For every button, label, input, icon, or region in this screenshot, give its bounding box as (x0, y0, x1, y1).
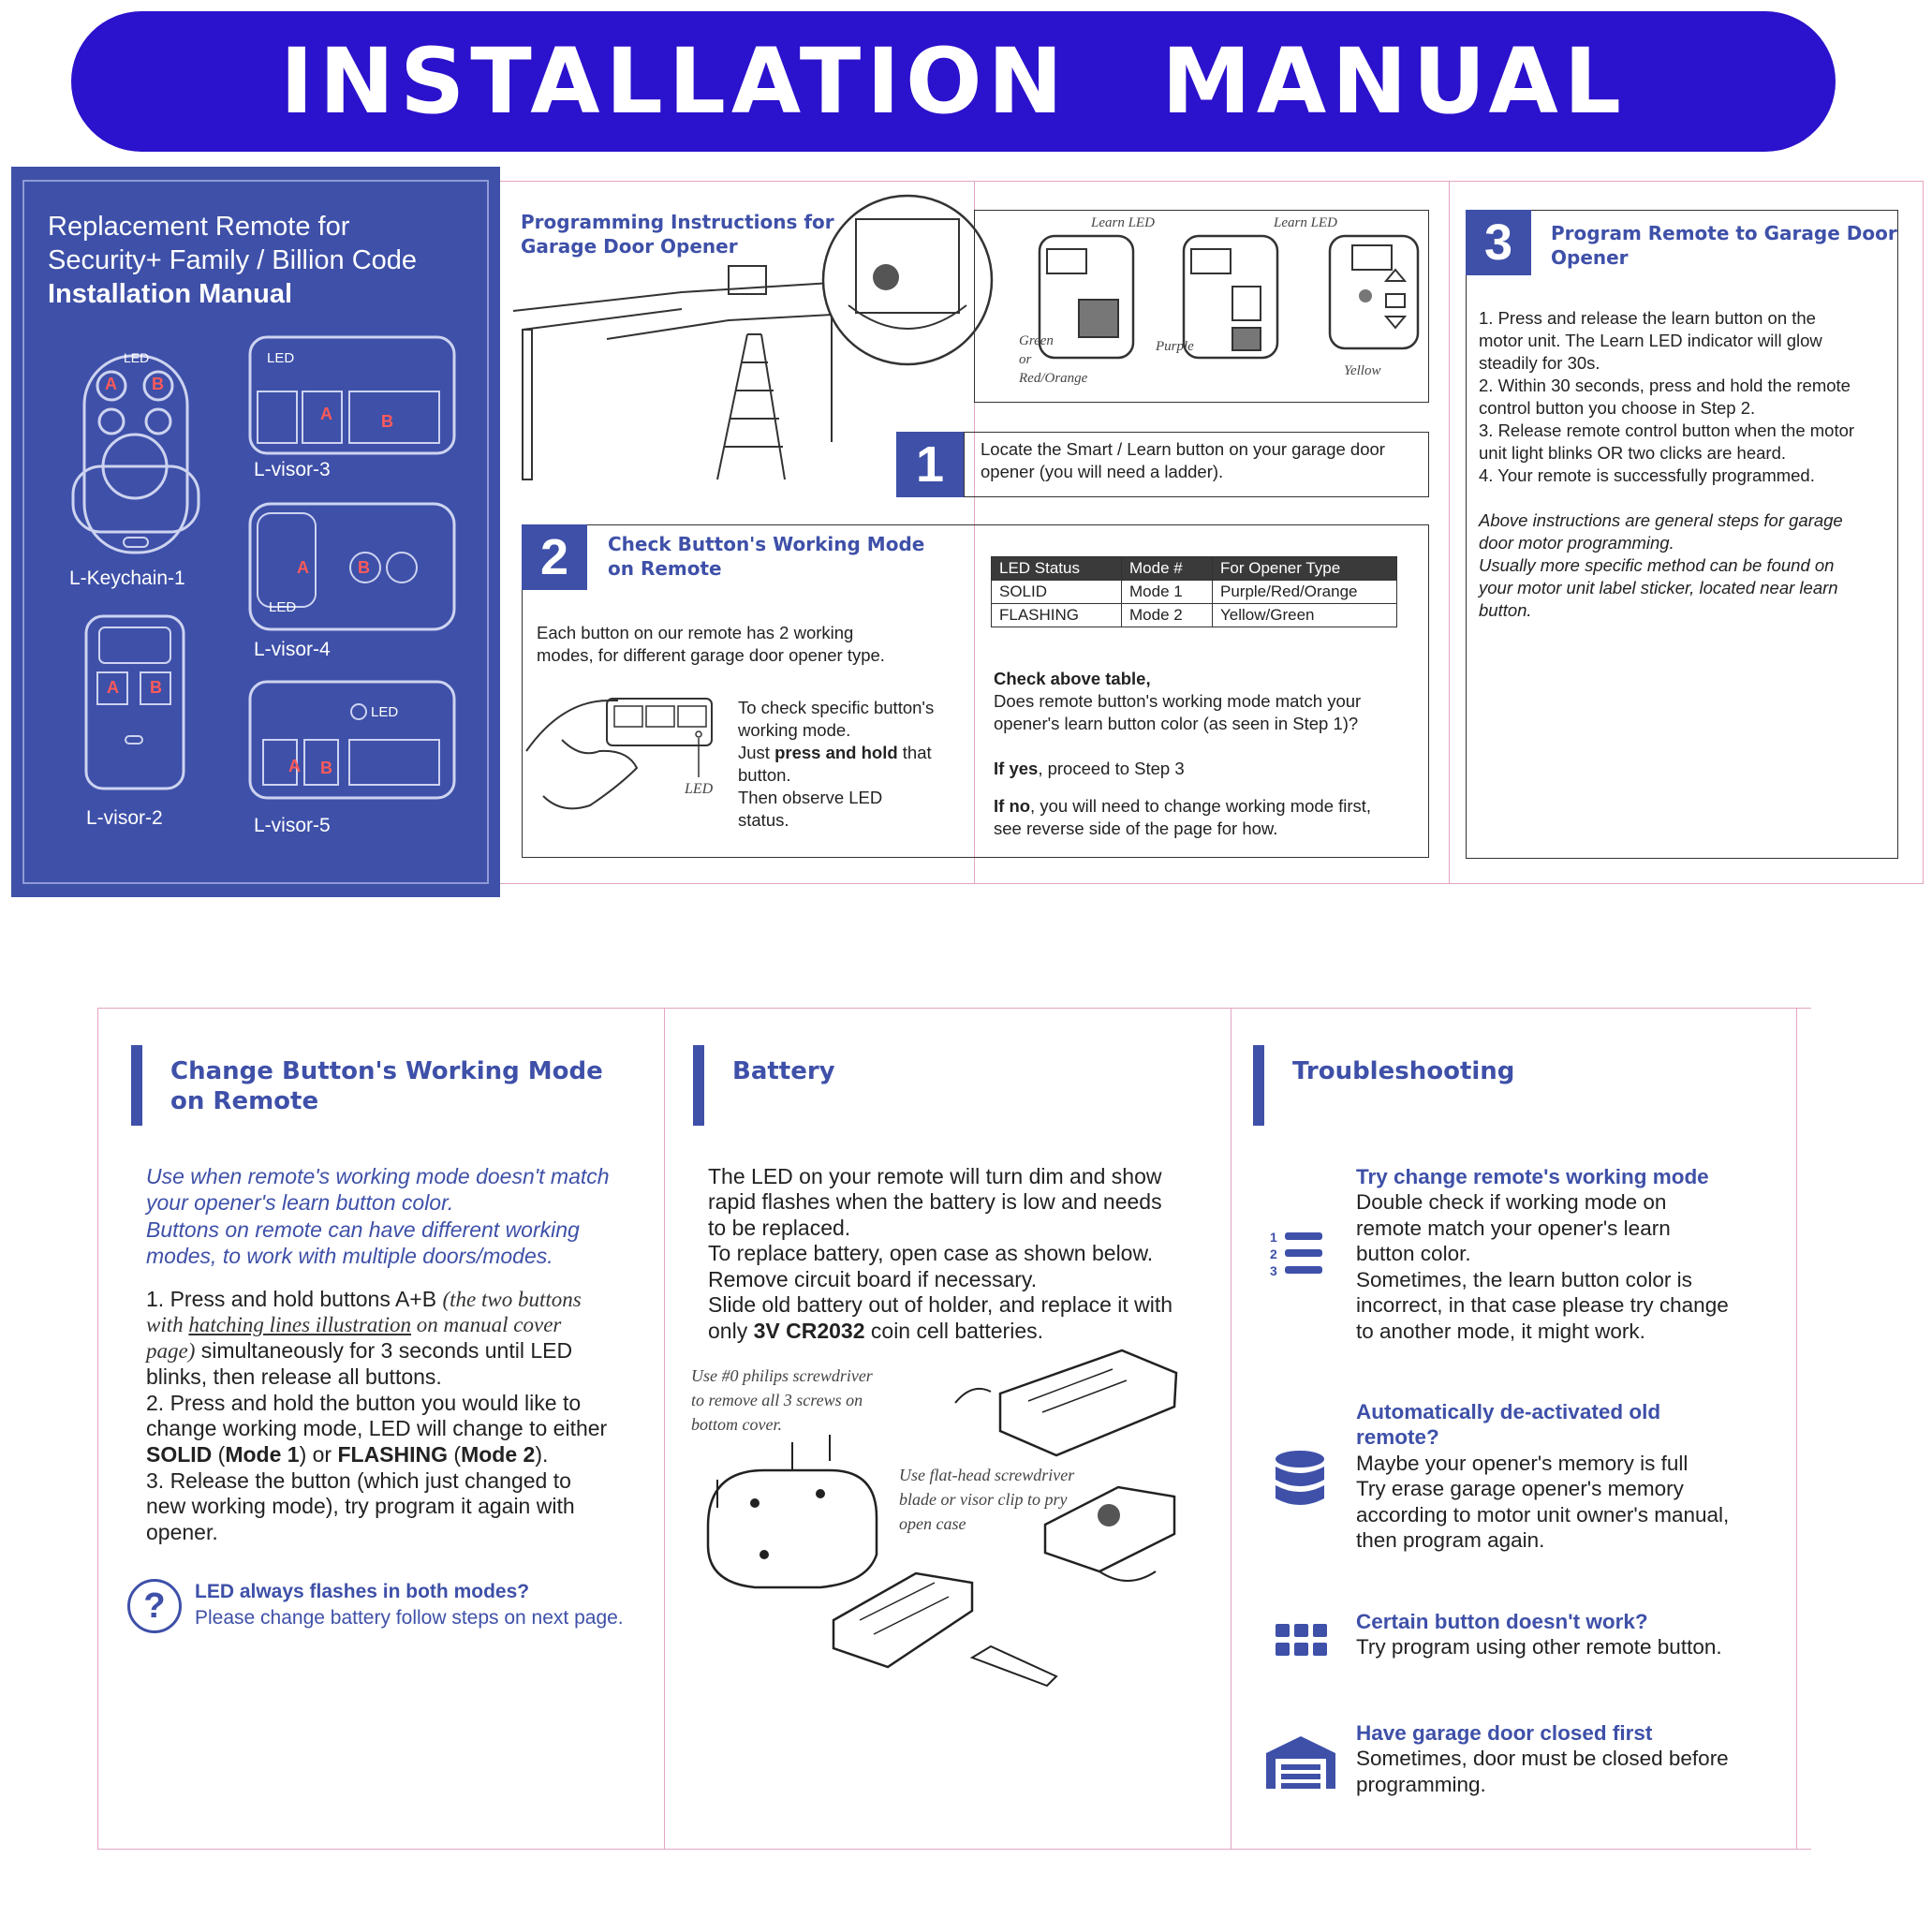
learn-led-label-2: Learn LED (1274, 215, 1337, 230)
visor-2-button-a: A (107, 678, 119, 697)
ts-text: remote match your opener's learn (1356, 1217, 1671, 1240)
step-3-line: unit light blinks OR two clicks are heard. (1479, 443, 1786, 463)
step-3-line: steadily for 30s. (1479, 353, 1600, 373)
step-3-note: your motor unit label sticker, located near learn (1479, 578, 1838, 597)
step-3-title-line1: Program Remote to Garage Door (1551, 222, 1897, 244)
battery-note-2: Use flat-head screwdriver (899, 1466, 1075, 1484)
change-mode-intro: Buttons on remote can have different working (146, 1217, 580, 1242)
ts-text: Maybe your opener's memory is full (1356, 1452, 1689, 1475)
keychain-led-label: LED (124, 350, 150, 365)
learn-led-label-1: Learn LED (1091, 215, 1155, 230)
battery-note-1: bottom cover. (691, 1415, 782, 1434)
remote-label-visor-2: L-visor-2 (86, 807, 163, 829)
top-sheet-bottom-edge (500, 883, 1924, 884)
manual-cover (11, 167, 500, 897)
step-3-line: motor unit. The Learn LED indicator will glow (1479, 331, 1822, 350)
step-3-title-line2: Opener (1551, 246, 1629, 269)
motor-unit-zoom-illustration (820, 193, 995, 367)
step-3-line: 3. Release remote control button when the motor (1479, 420, 1855, 440)
visor-2-illustration (84, 614, 187, 792)
bottom-sheet-top-edge (97, 1008, 1811, 1009)
step-3-badge: 3 (1466, 210, 1531, 275)
check-line4: button. (738, 765, 791, 785)
ts-heading: Automatically de-activated old (1356, 1400, 1661, 1423)
numbered-list-icon: 1 2 3 (1270, 1229, 1330, 1285)
change-mode-intro: your opener's learn button color. (146, 1190, 454, 1215)
ts-text: to another mode, it might work. (1356, 1320, 1645, 1343)
change-step-2-line2: change working mode, LED will change to either (146, 1416, 608, 1440)
visor-2-button-b: B (150, 678, 162, 697)
if-yes-line: If yes, proceed to Step 3 (994, 759, 1185, 778)
programming-title-line1: Programming Instructions for (521, 211, 834, 233)
fold-line-2 (1449, 181, 1450, 883)
led-table-cell: Purple/Red/Orange (1213, 581, 1397, 604)
ts-text: programming. (1356, 1773, 1486, 1796)
led-table-header (992, 557, 1397, 581)
led-mode-table (991, 556, 1397, 627)
open-case-illustration (1043, 1478, 1184, 1590)
step-3-line: control button you choose in Step 2. (1479, 398, 1756, 418)
visor-5-illustration (248, 680, 459, 802)
step-1-badge: 1 (896, 432, 964, 497)
step-1-text-line1: Locate the Smart / Learn button on your garage door (981, 439, 1385, 459)
bottom-fold-left (97, 1008, 98, 1849)
ts-heading: remote? (1356, 1425, 1439, 1449)
faq-question: LED always flashes in both modes? (195, 1581, 530, 1602)
change-mode-intro: modes, to work with multiple doors/modes. (146, 1244, 553, 1268)
purple-learn-button-panel (1182, 234, 1285, 365)
ts-text: button color. (1356, 1242, 1471, 1265)
battery-line5: Remove circuit board if necessary. (708, 1267, 1038, 1291)
step-2-intro-line1: Each button on our remote has 2 working (537, 623, 854, 642)
change-mode-title-line1: Change Button's Working Mode (170, 1057, 603, 1085)
step-1-text-line2: opener (you will need a ladder). (981, 462, 1224, 481)
visor-4-button-a: A (297, 558, 309, 577)
change-mode-intro: Use when remote's working mode doesn't match (146, 1164, 610, 1188)
led-table-row (992, 604, 1397, 627)
keychain-remote-illustration (67, 345, 208, 560)
battery-note-2: blade or visor clip to pry (899, 1490, 1068, 1509)
if-no-line1: If no, you will need to change working mode first, (994, 796, 1372, 816)
ts-text: Try erase garage opener's memory (1356, 1477, 1684, 1500)
change-step-3-line3: opener. (146, 1520, 218, 1544)
battery-title: Battery (732, 1057, 835, 1085)
remote-top-view-illustration (953, 1345, 1178, 1457)
troubleshooting-title: Troubleshooting (1292, 1057, 1515, 1085)
step-3-note: button. (1479, 600, 1532, 620)
title-banner (71, 11, 1836, 152)
battery-line2: rapid flashes when the battery is low and needs (708, 1189, 1162, 1214)
remote-label-visor-4: L-visor-4 (254, 639, 331, 660)
cover-title-line1: Replacement Remote for (48, 212, 350, 242)
change-step-1-line2: with hatching lines illustration on manual cover (146, 1313, 562, 1336)
battery-line7: only 3V CR2032 coin cell batteries. (708, 1319, 1043, 1343)
visor-5-led-label: LED (371, 704, 399, 720)
question-icon: ? (127, 1579, 182, 1633)
led-table-row (992, 581, 1397, 604)
bottom-fold-1 (664, 1008, 665, 1849)
pry-open-case-illustration (832, 1555, 1075, 1695)
led-table-cell: Mode 2 (1122, 604, 1213, 627)
step-3-line: 4. Your remote is successfully programmed. (1479, 465, 1815, 485)
remote-label-keychain-1: L-Keychain-1 (69, 568, 185, 589)
remote-label-visor-5: L-visor-5 (254, 815, 331, 836)
ts-text: according to motor unit owner's manual, (1356, 1503, 1730, 1526)
change-step-2-line1: 2. Press and hold the button you would like to (146, 1391, 582, 1415)
led-table-cell: Yellow/Green (1213, 604, 1397, 627)
ts-heading: Certain button doesn't work? (1356, 1610, 1648, 1633)
battery-line6: Slide old battery out of holder, and replace it with (708, 1292, 1173, 1317)
database-icon (1274, 1450, 1326, 1512)
garage-icon (1264, 1734, 1337, 1791)
color-label-purple: Purple (1156, 339, 1194, 354)
battery-line1: The LED on your remote will turn dim and show (708, 1164, 1162, 1188)
visor-4-led-label: LED (269, 599, 297, 615)
step-2-title-line2: on Remote (608, 557, 722, 580)
bottom-fold-right (1796, 1008, 1797, 1849)
check-line6: status. (738, 810, 789, 830)
led-table-cell: SOLID (992, 581, 1122, 604)
ts-heading: Try change remote's working mode (1356, 1165, 1709, 1188)
visor-3-button-a: A (320, 405, 332, 423)
check-line1: To check specific button's (738, 698, 935, 717)
check-line3: Just press and hold that (738, 743, 932, 762)
led-table-header-cell: LED Status (992, 557, 1122, 581)
color-label-yellow: Yellow (1344, 363, 1381, 378)
battery-line4: To replace battery, open case as shown below. (708, 1241, 1154, 1265)
color-label-or: or (1019, 352, 1032, 367)
faq-answer: Please change battery follow steps on next page. (195, 1607, 624, 1629)
question-line1: Does remote button's working mode match your (994, 691, 1362, 711)
battery-line3: to be replaced. (708, 1216, 851, 1240)
change-step-1-line4: blinks, then release all buttons. (146, 1364, 442, 1389)
change-step-1-line1: 1. Press and hold buttons A+B (the two buttons (146, 1287, 582, 1311)
led-table-cell: Mode 1 (1122, 581, 1213, 604)
step-3-note: door motor programming. (1479, 533, 1674, 553)
step-3-line: 2. Within 30 seconds, press and hold the remote (1479, 376, 1851, 395)
keychain-button-a: A (105, 375, 117, 393)
garage-ladder-illustration (513, 255, 843, 487)
led-table-cell: FLASHING (992, 604, 1122, 627)
remote-label-visor-3: L-visor-3 (254, 459, 331, 480)
programming-title-line2: Garage Door Opener (521, 235, 738, 258)
change-step-3-line2: new working mode), try program it again with (146, 1494, 575, 1518)
hand-led-label: LED (685, 781, 714, 797)
change-step-2-line3: SOLID (Mode 1) or FLASHING (Mode 2). (146, 1442, 549, 1467)
ts-text: incorrect, in that case please try change (1356, 1293, 1729, 1317)
color-label-red-orange: Red/Orange (1019, 371, 1088, 386)
ts-text: Sometimes, the learn button color is (1356, 1268, 1692, 1291)
cover-title-line2: Security+ Family / Billion Code (48, 245, 418, 275)
bottom-sheet-bottom-edge (97, 1849, 1811, 1850)
cover-title-line3: Installation Manual (48, 279, 293, 309)
step-2-badge: 2 (522, 524, 587, 590)
ts-heading: Have garage door closed first (1356, 1721, 1653, 1745)
check-line2: working mode. (738, 720, 851, 740)
question-line2: opener's learn button color (as seen in Step 1)? (994, 714, 1359, 733)
change-mode-title-line2: on Remote (170, 1087, 319, 1115)
visor-3-button-b: B (381, 412, 393, 431)
led-table-header-cell: For Opener Type (1213, 557, 1397, 581)
battery-note-1: to remove all 3 screws on (691, 1391, 863, 1409)
hand-holding-remote-illustration (524, 693, 721, 824)
step-3-note: Above instructions are general steps for garage (1479, 510, 1843, 530)
button-grid-icon (1276, 1624, 1328, 1659)
led-table-header-cell: Mode # (1122, 557, 1213, 581)
battery-accent-bar (693, 1045, 704, 1126)
ts-text: Try program using other remote button. (1356, 1635, 1722, 1659)
check-line5: Then observe LED (738, 788, 883, 807)
step-2-intro-line2: modes, for different garage door opener type. (537, 645, 885, 665)
visor-3-led-label: LED (267, 350, 295, 366)
ts-text: Sometimes, door must be closed before (1356, 1747, 1729, 1770)
keychain-button-b: B (152, 375, 164, 393)
color-label-green: Green (1019, 333, 1054, 348)
top-sheet-top-edge (500, 181, 1924, 182)
check-table-heading: Check above table, (994, 669, 1151, 688)
change-step-3-line1: 3. Release the button (which just changed to (146, 1468, 571, 1493)
step-2-title-line1: Check Button's Working Mode (608, 533, 925, 555)
change-step-1-line3: page) simultaneously for 3 seconds until LED (146, 1338, 573, 1363)
step-3-note: Usually more specific method can be found on (1479, 555, 1835, 575)
troubleshooting-accent-bar (1253, 1045, 1264, 1126)
step-3-line: 1. Press and release the learn button on the (1479, 308, 1816, 328)
banner-title: INSTALLATION MANUAL (280, 29, 1627, 134)
visor-5-button-a: A (288, 757, 301, 775)
ts-text: then program again. (1356, 1528, 1545, 1552)
ts-text: Double check if working mode on (1356, 1190, 1667, 1214)
battery-note-2: open case (899, 1514, 966, 1533)
visor-5-button-b: B (320, 759, 332, 777)
fold-line-3 (1923, 181, 1924, 883)
yellow-learn-button-panel (1328, 234, 1422, 356)
if-no-line2: see reverse side of the page for how. (994, 819, 1278, 838)
battery-note-1: Use #0 philips screwdriver (691, 1366, 873, 1385)
change-mode-accent-bar (131, 1045, 142, 1126)
visor-4-button-b: B (358, 558, 370, 577)
